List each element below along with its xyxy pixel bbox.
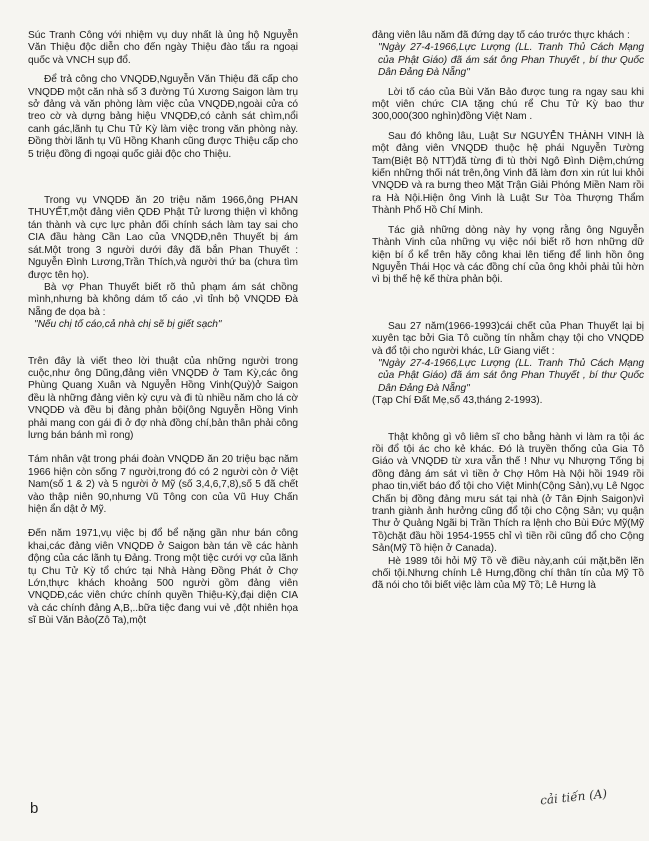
right-column xyxy=(372,30,644,593)
page-letter: b xyxy=(30,800,39,817)
paragraph: Thật không gì vô liêm sĩ cho bằng hành vi làm ra tội ác rồi đổ tội ác cho kẻ khác. Đó là truyền thống của Gia Tô Giáo và VNQDĐ từ xưa vẫn thế ! Như vụ Nhượng Tống bị đồng đảng ám sát vì tiền ở Chợ Hôm Hà Nội hồi 1949 rồi phao tin,viết báo đổ tội cho Việt Minh(Cộng Sản),vụ Lê Ngọc Chấn bị đồng đảng mưu sát tại nhà (ở Tân Định Saigon)vì tranh giành ảnh hưởng cũng đổ tội cho Cộng Sản; vụ quận Thư ở Quảng Ngãi bị Trần Thích ra lệnh cho Bùi Đức Mỹ(Mỹ Tồ)chặt đầu hồi 1954-1955 chỉ vì tiền rồi cũng đổ cho Cộng Sản(Mỹ Tồ hiện ở Canada). xyxy=(372,431,644,555)
paragraph: Lời tố cáo của Bùi Văn Bảo được tung ra ngay sau khi một viên chức CIA tặng chú rể Chu Tử Kỳ bao thư 300,000(300 nghìn)đồng Việt Nam . xyxy=(372,86,644,123)
quote: "Ngày 27-4-1966,Lực Lượng (LL. Tranh Thủ Cách Mạng của Phật Giáo) đã ám sát ông Phan Thuyết , bí thư Quốc Dân Đảng Đà Nẵng" xyxy=(378,42,644,79)
quote-source: (Tạp Chí Đất Mẹ,số 43,tháng 2-1993). xyxy=(372,395,543,407)
paragraph: Sau 27 năm(1966-1993)cái chết của Phan Thuyết lại bị xuyên tạc bởi Gia Tô cuồng tín nhằm chạy tội cho VNQDĐ và đổ tội cho người khác, Lữ Giang viết : xyxy=(372,320,644,357)
left-column xyxy=(28,30,298,628)
handwritten-note: cải tiến (A) xyxy=(539,786,608,808)
paragraph: Súc Tranh Công với nhiệm vụ duy nhất là ủng hộ Nguyễn Văn Thiệu độc diễn cho đến ngày Thiệu đào tẩu ra ngoại quốc và VNCH sụp đổ. xyxy=(28,30,298,66)
paragraph: Tác giả những dòng này hy vọng rằng ông Nguyễn Thành Vinh của những vụ việc nói biết rõ hơn những dữ kiện bí ổ kể trên hãy công khai lên tiếng để linh hồn ông Nguyễn Thái Học và các đồng chí của ông khỏi phải tủi hờn vì bị thế hệ kế thừa phản bội. xyxy=(372,224,644,286)
quote: "Ngày 27-4-1966,Lực Lượng (LL. Tranh Thủ Cách Mạng của Phật Giáo) đã ám sát ông Phan Thuyết , bí thư Quốc Dân Đảng Đà Nẵng" xyxy=(378,357,644,394)
quote: "Nếu chị tố cáo,cả nhà chị sẽ bị giết sạch" xyxy=(34,319,222,331)
paragraph: Sau đó không lâu, Luật Sư NGUYỄN THÀNH VINH là một đảng viên VNQDĐ thuộc hệ phái Nguyễn Tường Tam(Biệt Bộ NTT)đã từng đi tù thời Ngô Đình Diệm,chứng kiến những thối nát trên,ông Vinh đã làm đơn xin rút lui khỏi VNQDĐ và ra bưng theo Mặt Trận Giải Phóng Miền Nam rồi ra Hà Nội.Hiện ông Vinh là Luật Sư Tòa Thượng Thẩm Thành Phố Hồ Chí Minh. xyxy=(372,130,644,217)
paragraph: Đến năm 1971,vụ việc bị đổ bể nặng gần như bán công khai,các đảng viên VNQDĐ ở Saigon bàn tán về các hành động của các lãnh tụ Đảng. Trong một tiệc cưới vợ của lãnh tụ Chu Tử Kỳ tổ chức tại Nhà Hàng Đồng Phát ở Chợ Lớn,thực khách khoảng 500 người gồm đảng viên VNQDĐ,các viên chức chính quyền Thiệu-Kỳ,đại diện CIA và các chính đảng A,B,..bữa tiệc đang vui vẻ ,đột nhiên họa sĩ Bùi Văn Bảo(Zô Ta),một xyxy=(28,528,298,627)
paragraph: Bà vợ Phan Thuyết biết rõ thủ phạm ám sát chồng mình,nhưng bà không dám tố cáo ,vì tỉnh bộ VNQDĐ Đà Nẵng đe dọa bà : xyxy=(28,281,298,318)
paragraph: Tám nhân vật trong phái đoàn VNQDĐ ăn 20 triệu bạc năm 1966 hiện còn sống 7 người,trong đó có 2 người còn ở Việt Nam(số 1 & 2) và 5 người ở Mỹ (số 3,4,6,7,8),số 5 đã chết vào thập niên 90,nhưng Vũ Tông con của Vũ Huy Chấn hiện ẩn dật ở Mỹ. xyxy=(28,454,298,515)
paragraph: đảng viên lâu năm đã đứng dạy tố cáo trước thực khách : xyxy=(372,30,630,41)
paragraph: Để trả công cho VNQDĐ,Nguyễn Văn Thiệu đã cấp cho VNQDĐ một căn nhà số 3 đường Tú Xương Saigon làm trụ sở đảng và văn phòng làm việc của VNQDĐ,ngoài cửa có treo cờ và dựng bảng hiệu VNQDĐ,có cảnh sát chìm,nổi canh gác,lãnh tụ Chu Tử Kỳ làm việc trong văn phòng này. Đồng thời lãnh tụ Vũ Hồng Khanh cũng được Thiệu cấp cho 5 triệu đồng đi ngoại quốc giải độc cho Thiệu. xyxy=(28,74,298,160)
paragraph: Trên đây là viết theo lời thuật của những người trong cuộc,như ông Dũng,đảng viên VNQDĐ ở Tam Kỳ,các ông Phùng Quang Xuân và Nguyễn Hồng Vinh(Quỳ)ở Saigon đều là những đảng viên kỳ cựu và đi tù nhiều năm cho lá cờ VNQDĐ và đều bị đảng phản bội(ông Nguyễn Hồng Vinh phải mang con gái đi ở đợ nhà đồng chí,bản thân phải công lưng bán bánh mì rong) xyxy=(28,355,298,441)
paragraph: Trong vụ VNQDĐ ăn 20 triệu năm 1966,ông PHAN THUYẾT,một đảng viên QDĐ Phật Tử lương thiện vì không tán thành và cực lực phản đối chính sách làm tay sai cho CIA đầu hàng Cần Lao của VNQDĐ,nên Thuyết bị ám sát.Một trong 3 người dưới đây đã bắn Phan Thuyết : Nguyễn Đình Lương,Trần Thích,và người thứ ba (chưa tìm được tên họ). xyxy=(28,195,298,281)
paragraph: Hè 1989 tôi hỏi Mỹ Tồ về điều này,anh cúi mặt,bẽn lẽn chối tội.Nhưng chính Lê Hưng,đồng chí thân tín của Mỹ Tồ đã nói cho tôi biết việc làm của Mỹ Tồ; Lê Hưng là xyxy=(372,555,644,592)
